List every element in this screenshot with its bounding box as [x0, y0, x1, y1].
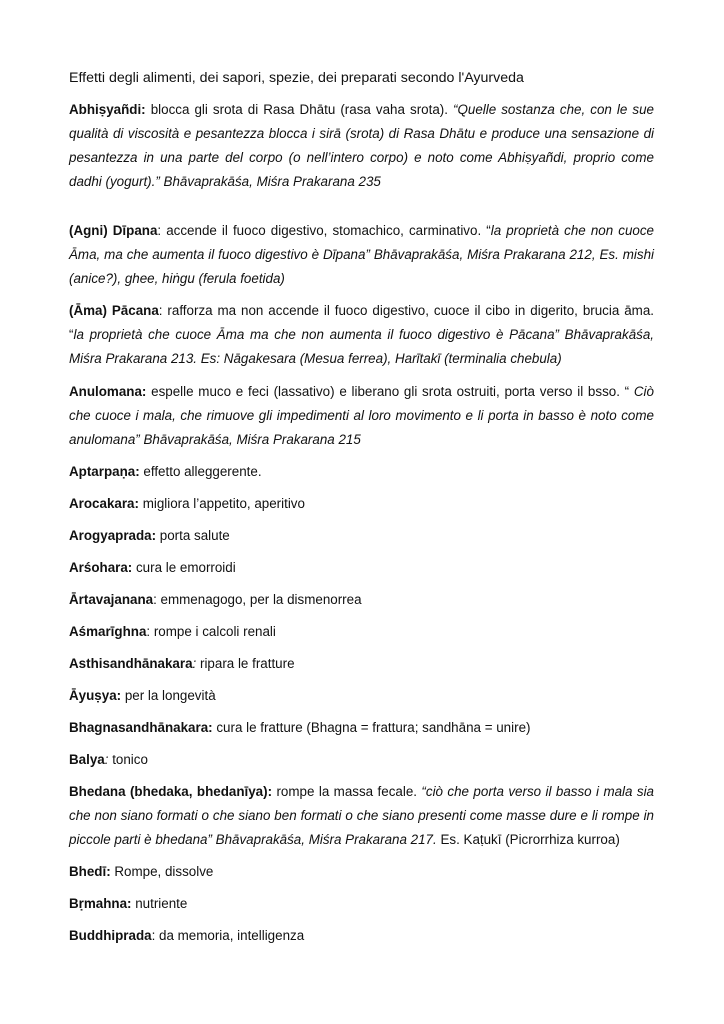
entry-term: Arśohara: — [69, 560, 133, 575]
entry-text: porta salute — [156, 528, 230, 543]
entry-artavajanana — [69, 588, 654, 612]
entry-aptarpana — [69, 460, 654, 484]
entry-bhagnasandhanakara — [69, 716, 654, 740]
entry-quote: Ciò che cuoce i mala, che rimuove gli impedimenti al loro movimento e li porta in basso è noto come anulomana” Bhāvaprakāśa, Miśra Prakarana 215 — [69, 384, 654, 447]
entry-tail: ” Bhāvaprakāśa, Miśra Prakarana 212, Es. mishi (anice?), ghee, hiṅgu (ferula foetida) — [69, 247, 654, 286]
entry-text: effetto alleggerente. — [139, 464, 262, 479]
entry-term: Aptarpaṇa: — [69, 464, 140, 479]
entry-term: Balya — [69, 752, 105, 767]
entry-term: (Āma) Pācana — [69, 303, 159, 318]
entry-term: Arogyaprada: — [69, 528, 157, 543]
entry-text: tonico — [108, 752, 148, 767]
entry-text: cura le fratture (Bhagna = frattura; sandhāna = unire) — [212, 720, 531, 735]
document-title: Effetti degli alimenti, dei sapori, spezie, dei preparati secondo l'Ayurveda — [69, 70, 524, 86]
entry-quote: la proprietà che cuoce Āma ma che non aumenta il fuoco digestivo è Pācana — [73, 327, 555, 342]
entry-text: Rompe, dissolve — [110, 864, 214, 879]
entry-term: Bṛmahna: — [69, 896, 132, 911]
entry-text: migliora l’appetito, aperitivo — [138, 496, 305, 511]
entry-term: Bhagnasandhānakara: — [69, 720, 213, 735]
entry-term: (Agni) Dīpana — [69, 223, 158, 238]
entry-arogyaprada — [69, 524, 654, 548]
entry-term: Asthisandhānakara — [69, 656, 193, 671]
entry-quote: “Quelle sostanza che, con le sue qualità di viscosità e pesantezza blocca i sirā (srota) di Rasa Dhātu e produce una sensazione di pesantezza in una parte del corpo (o nell’intero corpo) e noto come Abhiṣyañdi, proprio come dadhi (yogurt).” Bhāvaprakāśa, Miśra Prakarana 235 — [69, 102, 654, 189]
entry-quote: “ciò che porta verso il basso i mala sia che non siano formati o che siano ben formati o che siano presenti come masse dure e li rompe in piccole parti è bhedana” Bhāvaprakāśa, Miśra Prakarana 217. — [69, 784, 654, 847]
entry-text: nutriente — [131, 896, 188, 911]
entry-text: : rompe i calcoli renali — [146, 624, 276, 639]
entry-bhedi — [69, 860, 654, 884]
entry-term: Aśmarīghna — [69, 624, 147, 639]
entry-text: : rafforza ma non accende il fuoco digestivo, cuoce il cibo in digerito, brucia āma. “ — [69, 303, 654, 342]
entry-bhedana — [69, 780, 654, 852]
entry-anulomana — [69, 380, 654, 452]
entry-term: Bhedana (bhedaka, bhedanīya): — [69, 784, 273, 799]
entry-arocakara — [69, 492, 654, 516]
entry-term: Buddhiprada — [69, 928, 152, 943]
entry-tail: ” Bhāvaprakāśa, Miśra Prakarana 213. Es: Nāgakesara (Mesua ferrea), Harītakī (terminalia chebula) — [69, 327, 654, 366]
entry-arsohara — [69, 556, 654, 580]
entry-text: per la longevità — [121, 688, 216, 703]
entry-term: Ārtavajanana — [69, 592, 154, 607]
entry-asthisandhanakara — [69, 652, 654, 676]
entry-term: Anulomana: — [69, 384, 147, 399]
entry-dipana — [69, 219, 654, 291]
entry-abhisyandi — [69, 98, 654, 194]
entry-tail: Es. Kaṭukī (Picrorrhiza kurroa) — [436, 832, 620, 847]
entry-separator: : — [104, 752, 109, 767]
entry-text: : accende il fuoco digestivo, stomachico, carminativo. “ — [157, 223, 491, 238]
entry-text: ripara le fratture — [196, 656, 295, 671]
entry-text: cura le emorroidi — [132, 560, 236, 575]
entry-term: Abhiṣyañdi: — [69, 102, 146, 117]
entry-ayusya — [69, 684, 654, 708]
entry-text: : emmenagogo, per la dismenorrea — [153, 592, 362, 607]
entry-text: espelle muco e feci (lassativo) e liberano gli srota ostruiti, porta verso il bsso. “ — [146, 384, 630, 399]
entry-separator: : — [192, 656, 197, 671]
entry-asmarighna — [69, 620, 654, 644]
entry-brmahna — [69, 892, 654, 916]
entry-balya — [69, 748, 654, 772]
entry-pacana — [69, 299, 654, 371]
entry-term: Āyuṣya: — [69, 688, 122, 703]
entry-term: Arocakara: — [69, 496, 139, 511]
entry-quote: la proprietà che non cuoce Āma, ma che aumenta il fuoco digestivo è Dīpana — [69, 223, 654, 262]
entry-text: blocca gli srota di Rasa Dhātu (rasa vaha srota). — [145, 102, 454, 117]
entry-text: : da memoria, intelligenza — [151, 928, 305, 943]
entry-text: rompe la massa fecale. — [272, 784, 422, 799]
entry-term: Bhedī: — [69, 864, 111, 879]
entry-buddhiprada — [69, 924, 654, 948]
